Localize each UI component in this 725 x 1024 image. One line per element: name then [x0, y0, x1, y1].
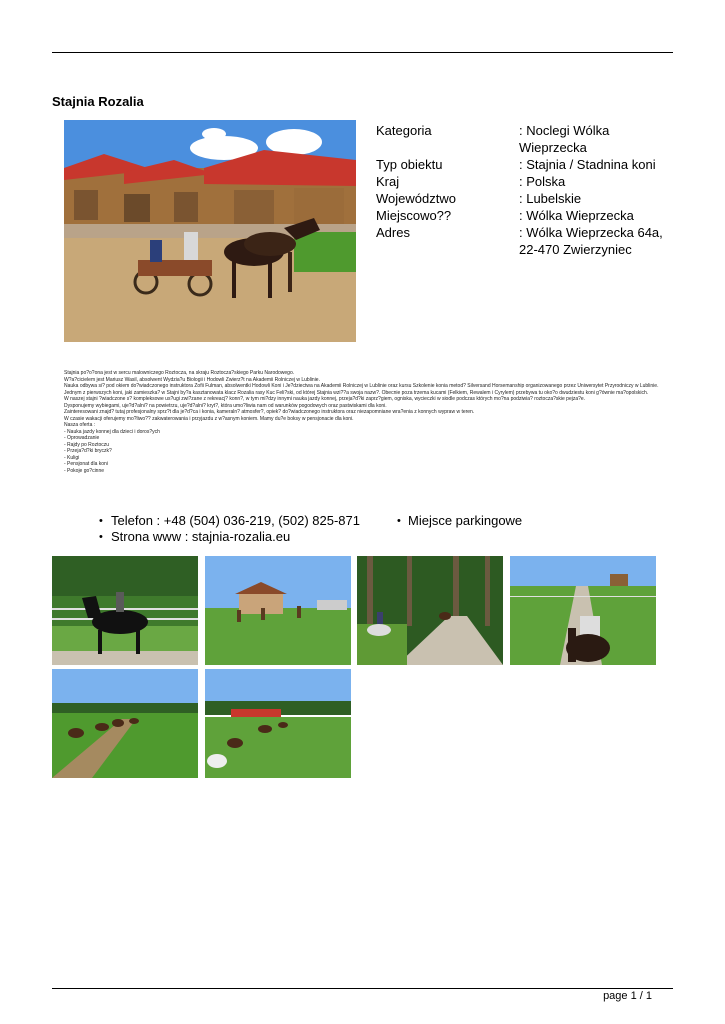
description-line: W czasie wakacji oferujemy mo?liwo?? zakwaterowania i przyjazdu z w?asnym koniem. Mamy du?e boksy w pensjonacie dla koni.: [64, 415, 354, 422]
description-line: W naszej stajni ?wiadczone s? kompleksowe us?ugi zwi?zane z rekreacj? konn?, w tym mi?dzy innymi nauka jazdy konnej, przeja?d?ki zaprz?giem, ogniska, wycieczki w siodle podczas których mo?na podziwia? roztocza?skie pejza?e.: [64, 396, 586, 402]
contact-list: [96, 513, 360, 545]
phone-item: • Telefon : +48 (504) 036-219, (502) 825-871: [96, 513, 360, 529]
info-row-type: [376, 156, 676, 173]
offer-item: - Oprowadzanie: [64, 435, 100, 441]
page-title: Stajnia Rozalia: [52, 94, 144, 109]
gallery-photo-3[interactable]: [357, 556, 503, 665]
info-value: : Lubelskie: [519, 191, 582, 206]
info-value: : Wólka Wieprzecka: [519, 208, 634, 223]
amenities-list: [395, 513, 522, 529]
info-row-country: [376, 173, 676, 190]
info-value: : Noclegi Wólka Wieprzecka: [519, 123, 610, 155]
info-value: : Stajnia / Stadnina koni: [519, 157, 656, 172]
description-line: W?a?cicielem jest Mariusz Wasil, absolwent Wydzia?u Biologii i Hodowli Zwierz?t na Akademii Rolniczej w Lublinie.: [64, 376, 320, 383]
info-value: : Polska: [519, 174, 566, 189]
gallery-photo-1[interactable]: [52, 556, 198, 665]
offer-item: - Kuligi: [64, 454, 80, 461]
info-row-category: [376, 122, 676, 156]
gallery-photo-6[interactable]: [205, 669, 351, 778]
info-label: Kraj: [376, 174, 400, 189]
header-rule: [52, 52, 673, 53]
info-row-locality: [376, 207, 676, 224]
property-info: [376, 122, 676, 258]
gallery-photo-4[interactable]: [510, 556, 656, 665]
website-item[interactable]: • Strona www : stajnia-rozalia.eu: [96, 529, 360, 545]
amenity-parking: • Miejsce parkingowe: [395, 513, 522, 529]
offer-item: - Pokoje go?cinne: [64, 467, 105, 474]
description-line: Jednym z pierwszych koni, jaki zamieszka? w Stajni by?a kasztanowata klacz Rozalia rasy Kuc Feli?ski, od której Stajnia wzi??a swoja nazw?. Obecnie poza trzema kucami (Felkiem, Rewalem i Cyrylem) przebywa tu oko?o dwudziestu koni g?ównie ma?opolskich.: [64, 389, 649, 396]
offer-item: - Przeja?d?ki bryczk?: [64, 448, 112, 454]
info-row-voivodeship: [376, 190, 676, 207]
gallery-photo-2[interactable]: [205, 556, 351, 665]
description-line: Nasza oferta :: [64, 422, 96, 428]
gallery-photo-5[interactable]: [52, 669, 198, 778]
footer-rule: [52, 988, 673, 989]
info-label: Miejscowo??: [376, 208, 452, 223]
offer-item: - Rajdy po Roztoczu: [64, 441, 110, 448]
description-line: Stajnia po?o?ona jest w sercu malowniczego Roztocza, na skraju Roztocza?skiego Parku Narodowego.: [64, 370, 295, 376]
info-label: Kategoria: [376, 123, 432, 138]
info-label: Województwo: [376, 191, 456, 206]
description-line: Dysponujemy wybiegami, uje?d?alni? na powietrzu, uje?d?alni? kryt?, która umo?liwia nam od warunków pogodowych oraz pastwiskami dla koni.: [64, 402, 387, 409]
info-label: Adres: [376, 225, 410, 240]
offer-item: - Nauka jazdy konnej dla dzieci i doros?ych: [64, 428, 160, 435]
info-row-address: [376, 224, 676, 258]
description-line: Nauka odbywa si? pod okiem do?wiadczonego instruktora Zofii Fulman, absolwentki Hodowli Koni i Je?dziectwa na Akademii Rolniczej w Lublinie oraz kursu Szkolenie konia metod? Silversand Horsemanship organizowanego przez Uniwersytet Przyrodniczy w Lublinie.: [64, 383, 659, 389]
description: [64, 370, 664, 474]
main-photo: [64, 120, 356, 342]
page-number: page 1 / 1: [603, 990, 652, 1002]
offer-item: - Pensjonat dla koni: [64, 461, 108, 467]
description-line: Zainteresowani znajd? tutaj profesjonalny sprz?t dla je?d?ca i konia, kameraln? atmosfer?, opiek? do?wiadczonego instruktora oraz niezapomniane wra?enia z konnych wypraw w teren.: [64, 409, 475, 415]
info-label: Typ obiektu: [376, 157, 443, 172]
info-value: : Wólka Wieprzecka 64a, 22-470 Zwierzyniec: [519, 225, 663, 257]
